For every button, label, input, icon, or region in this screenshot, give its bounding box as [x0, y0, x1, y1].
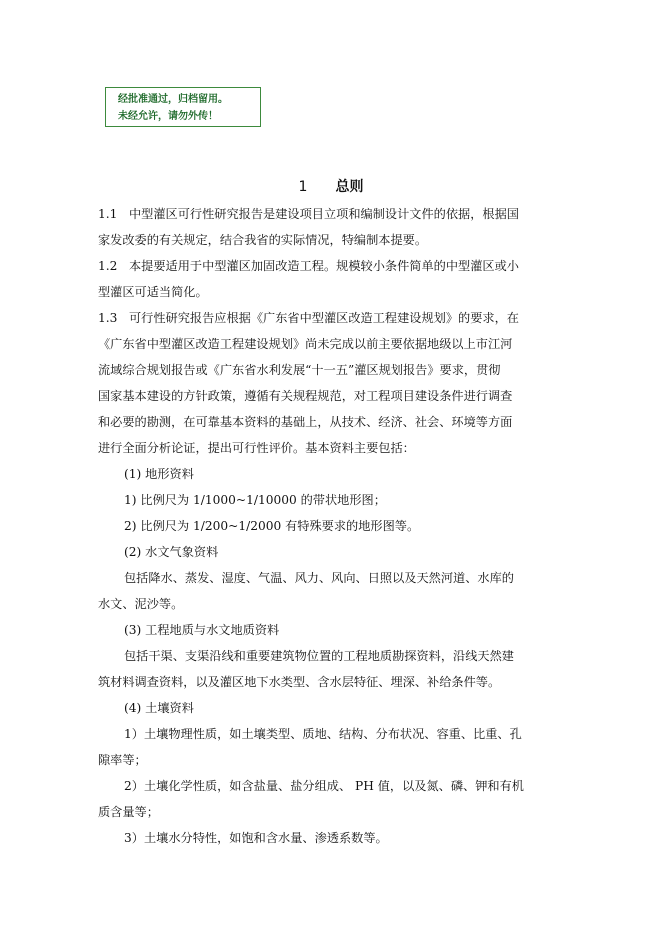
body-line: 和必要的勘测，在可靠基本资料的基础上，从技术、经济、社会、环境等方面: [98, 415, 513, 429]
list-heading-topography: (1) 地形资料: [124, 467, 194, 481]
list-heading-soil: (4) 土壤资料: [124, 701, 194, 715]
clause-number: 1.3: [98, 311, 118, 325]
clause-number: 1.1: [98, 207, 118, 221]
section-title: 总则: [335, 179, 364, 195]
clause-text: 中型灌区可行性研究报告是建设项目立项和编制设计文件的依据，根据国: [129, 207, 519, 221]
body-line: 进行全面分析论证，提出可行性评价。基本资料主要包括：: [98, 441, 415, 455]
clause-text: 可行性研究报告应根据《广东省中型灌区改造工程建设规划》的要求，在: [129, 311, 519, 325]
clause-1-2: [98, 258, 519, 274]
body-line: 国家基本建设的方针政策，遵循有关规程规范，对工程项目建设条件进行调查: [98, 389, 513, 403]
stamp-line-2: 未经允许，请勿外传！: [118, 111, 218, 122]
body-line: 型灌区可适当简化。: [98, 285, 208, 299]
body-line: 质含量等；: [98, 805, 159, 819]
list-item: 2) 比例尺为 1/200~1/2000 有特殊要求的地形图等。: [124, 519, 420, 533]
list-item: 3）土壤水分特性，如饱和含水量、渗透系数等。: [124, 831, 388, 845]
body-line: 隙率等；: [98, 753, 147, 767]
list-item: 1) 比例尺为 1/1000~1/10000 的带状地形图；: [124, 493, 386, 507]
list-heading-hydrology: (2) 水文气象资料: [124, 545, 219, 559]
approval-stamp: [105, 87, 261, 127]
body-line: 包括降水、蒸发、湿度、气温、风力、风向、日照以及天然河道、水库的: [124, 571, 514, 585]
clause-1-1: [98, 206, 519, 222]
clause-1-3: [98, 310, 519, 326]
body-line: 流域综合规划报告或《广东省水利发展“十一五”灌区规划报告》要求，贯彻: [98, 363, 501, 377]
section-number: 1: [298, 179, 308, 195]
list-item: 1）土壤物理性质，如土壤类型、质地、结构、分布状况、容重、比重、孔: [124, 727, 522, 741]
body-line: 包括干渠、支渠沿线和重要建筑物位置的工程地质勘探资料，沿线天然建: [124, 649, 514, 663]
list-heading-geology: (3) 工程地质与水文地质资料: [124, 623, 280, 637]
body-line: 《广东省中型灌区改造工程建设规划》尚未完成以前主要依据地级以上市江河: [98, 337, 513, 351]
body-line: 家发改委的有关规定，结合我省的实际情况，特编制本提要。: [98, 233, 428, 247]
body-line: 水文、泥沙等。: [98, 597, 184, 611]
section-heading: [0, 176, 662, 196]
list-item: 2）土壤化学性质，如含盐量、盐分组成、 PH 值，以及氮、磷、钾和有机: [124, 779, 524, 793]
stamp-line-1: 经批准通过，归档留用。: [118, 94, 228, 105]
body-line: 筑材料调查资料，以及灌区地下水类型、含水层特征、埋深、补给条件等。: [98, 675, 501, 689]
clause-text: 本提要适用于中型灌区加固改造工程。规模较小条件简单的中型灌区或小: [129, 259, 519, 273]
clause-number: 1.2: [98, 259, 118, 273]
